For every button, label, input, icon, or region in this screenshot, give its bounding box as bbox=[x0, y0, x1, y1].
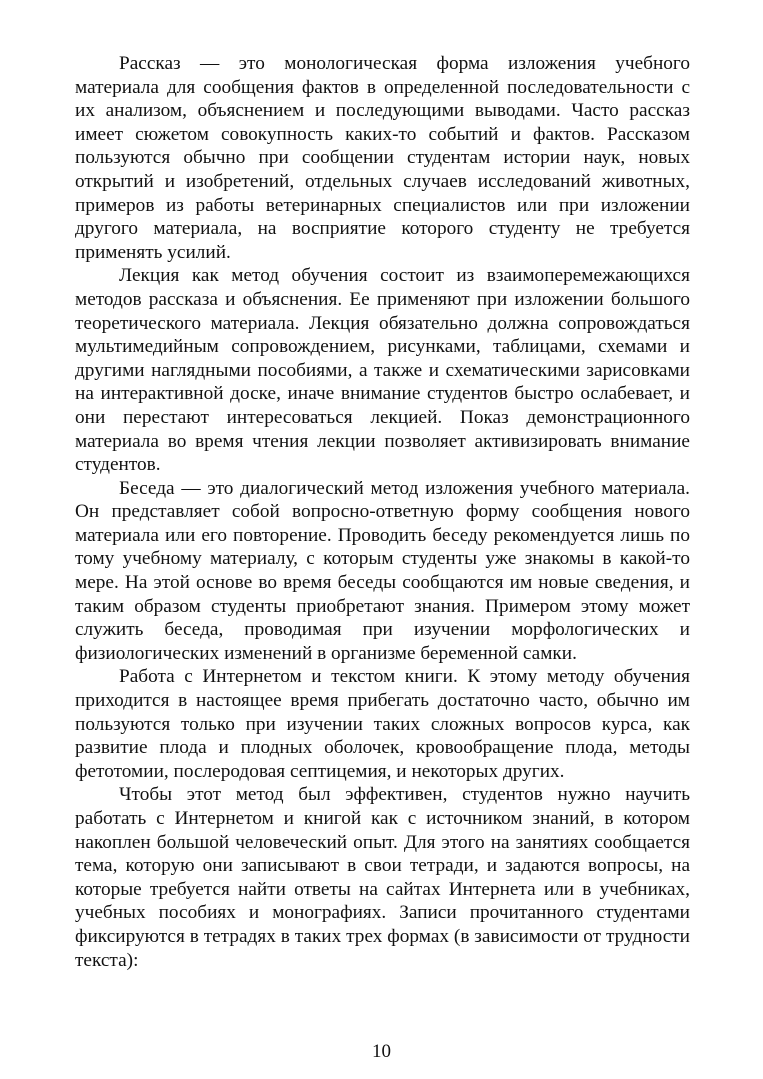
paragraph-lecture: Лекция как метод обучения состоит из взаимоперемежающихся методов рассказа и объяснения. Ее применяют при изложении большого теоретического материала. Лекция обязательно должна сопровождаться мультимедийным сопровождением, рисунками, таблицами, схемами и другими наглядными пособиями, а также и схематическими зарисовками на интерактивной доске, иначе внимание студентов быстро ослабевает, и они перестают интересоваться лекцией. Показ демонстрационного материала во время чтения лекции позволяет активизировать внимание студентов. bbox=[75, 265, 690, 476]
paragraph-internet-work: Работа с Интернетом и текстом книги. К этому методу обучения приходится в настоящее время прибегать достаточно часто, обычно им пользуются только при изучении таких сложных вопросов курса, как развитие плода и плодных оболочек, кровообращение плода, методы фетотомии, послеродовая септицемия, и некоторых других. bbox=[75, 666, 690, 782]
page-body bbox=[75, 52, 690, 972]
paragraph-method-effectiveness: Чтобы этот метод был эффективен, студентов нужно научить работать с Интернетом и книгой как с источником знаний, в котором накоплен большой человеческий опыт. Для этого на занятиях сообщается тема, которую они записывают в свои тетради, и задаются вопросы, на которые требуется найти ответы на сайтах Интернета или в учебниках, учебных пособиях и монографиях. Записи прочитанного студентами фиксируются в тетрадях в таких трех формах (в зависимости от трудности текста): bbox=[75, 784, 690, 971]
page-number: 10 bbox=[372, 1041, 391, 1062]
paragraph-conversation: Беседа — это диалогический метод изложения учебного материала. Он представляет собой вопросно-ответную форму сообщения нового материала или его повторение. Проводить беседу рекомендуется лишь по тому учебному материалу, с которым студенты уже знакомы в какой-то мере. На этой основе во время беседы сообщаются им новые сведения, и таким образом студенты приобретают знания. Примером этому может служить беседа, проводимая при изучении морфологических и физиологических изменений в организме беременной самки. bbox=[75, 477, 690, 664]
paragraph-story: Рассказ — это монологическая форма изложения учебного материала для сообщения фактов в определенной последовательности с их анализом, объяснением и последующими выводами. Часто рассказ имеет сюжетом совокупность каких-то событий и фактов. Рассказом пользуются обычно при сообщении студентам истории наук, новых открытий и изобретений, отдельных случаев исследований животных, примеров из работы ветеринарных специалистов или при изложении другого материала, на восприятие которого студенту не требуется применять усилий. bbox=[75, 53, 690, 263]
